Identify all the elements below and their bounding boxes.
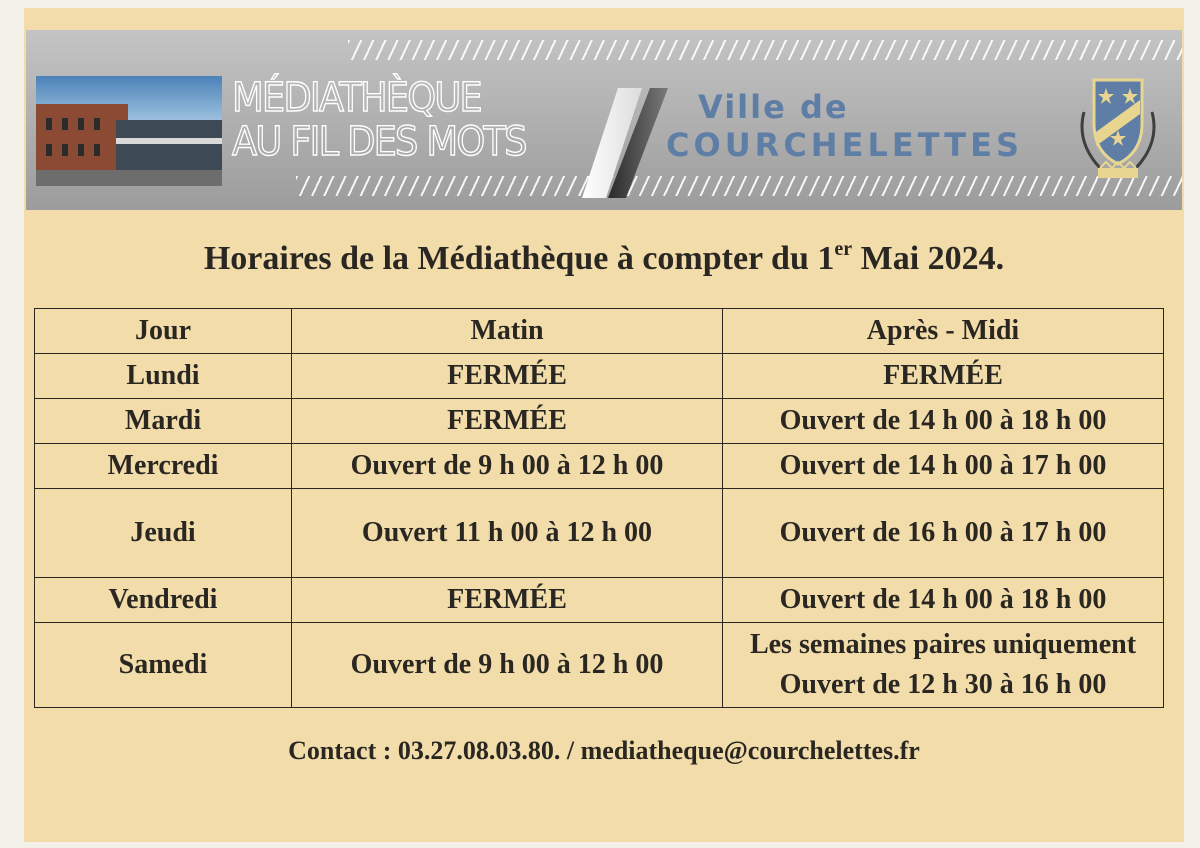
poster-sheet — [24, 8, 1184, 842]
title-ordinal-suffix: er — [834, 238, 853, 260]
title-text-end: Mai 2024. — [852, 240, 1005, 277]
hatch-stripe-bottom — [296, 176, 1182, 196]
table-row — [35, 578, 1164, 623]
modern-building — [116, 120, 222, 170]
afternoon-hours: Ouvert de 12 h 30 à 16 h 00 — [779, 669, 1107, 700]
afternoon-cell: Ouvert de 16 h 00 à 17 h 00 — [723, 489, 1164, 578]
logo-line-2: AU FIL DES MOTS — [232, 119, 526, 165]
table-row — [35, 623, 1164, 708]
morning-cell: FERMÉE — [292, 354, 723, 399]
afternoon-cell: Ouvert de 14 h 00 à 18 h 00 — [723, 399, 1164, 444]
title-text-start: Horaires de la Médiathèque à compter du 1 — [203, 240, 835, 277]
mediatheque-logo-text — [232, 76, 526, 164]
table-header-row — [35, 309, 1164, 354]
morning-cell: Ouvert de 9 h 00 à 12 h 00 — [292, 623, 723, 708]
town-name: COURCHELETTES — [666, 126, 1023, 164]
day-cell: Jeudi — [35, 489, 292, 578]
afternoon-cell — [723, 623, 1164, 708]
table-row — [35, 444, 1164, 489]
afternoon-cell: Ouvert de 14 h 00 à 17 h 00 — [723, 444, 1164, 489]
afternoon-cell: Ouvert de 14 h 00 à 18 h 00 — [723, 578, 1164, 623]
brick-building — [36, 104, 128, 174]
header-day: Jour — [35, 309, 292, 354]
morning-cell: FERMÉE — [292, 578, 723, 623]
table-row — [35, 354, 1164, 399]
day-cell: Lundi — [35, 354, 292, 399]
logo-line-1: MÉDIATHÈQUE — [232, 75, 481, 121]
coat-of-arms-icon — [1070, 72, 1166, 182]
morning-cell: Ouvert 11 h 00 à 12 h 00 — [292, 489, 723, 578]
header-banner — [26, 30, 1182, 210]
table-row — [35, 399, 1164, 444]
hatch-stripe-top — [348, 40, 1182, 60]
opening-hours-table — [34, 308, 1164, 708]
day-cell: Samedi — [35, 623, 292, 708]
afternoon-cell: FERMÉE — [723, 354, 1164, 399]
page-title — [24, 240, 1184, 278]
table-row — [35, 489, 1164, 578]
morning-cell: Ouvert de 9 h 00 à 12 h 00 — [292, 444, 723, 489]
header-morning: Matin — [292, 309, 723, 354]
morning-cell: FERMÉE — [292, 399, 723, 444]
day-cell: Vendredi — [35, 578, 292, 623]
contact-info: Contact : 03.27.08.03.80. / mediatheque@courchelettes.fr — [288, 736, 920, 765]
afternoon-note: Les semaines paires uniquement — [749, 629, 1137, 660]
library-building-photo — [36, 76, 222, 186]
ville-de-label: Ville de — [698, 88, 849, 126]
day-cell: Mercredi — [35, 444, 292, 489]
day-cell: Mardi — [35, 399, 292, 444]
street — [36, 170, 222, 186]
header-afternoon: Après - Midi — [723, 309, 1164, 354]
